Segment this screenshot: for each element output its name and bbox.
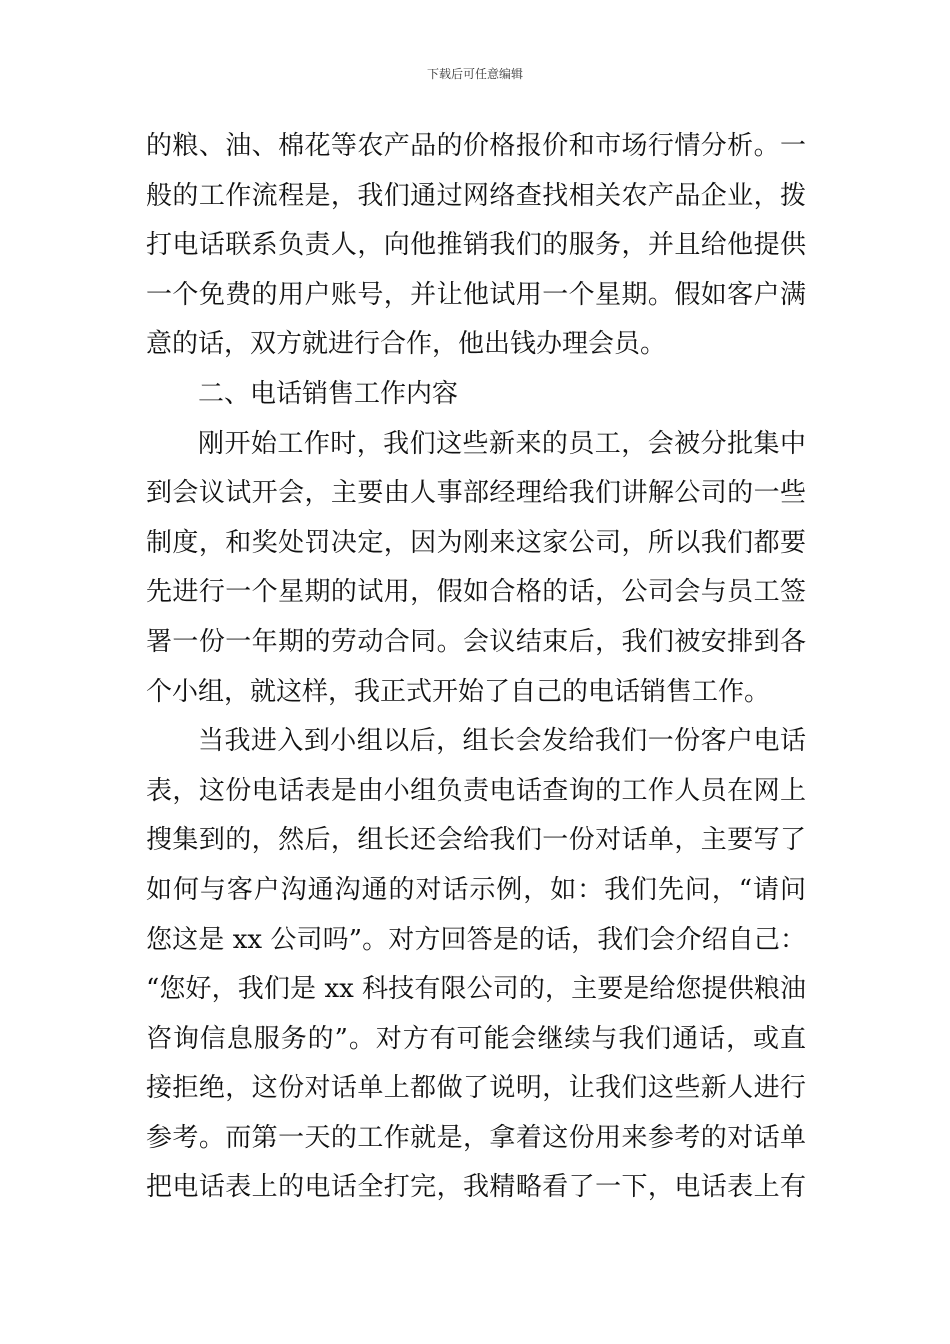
text-line: 打电话联系负责人，向他推销我们的服务，并且给他提供	[146, 230, 806, 261]
document-body	[146, 122, 806, 1213]
text-line: 先进行一个星期的试用，假如合格的话，公司会与员工签	[146, 577, 806, 608]
text-line: 参考。而第一天的工作就是，拿着这份用来参考的对话单	[146, 1122, 806, 1153]
text-line: 表，这份电话表是由小组负责电话查询的工作人员在网上	[146, 775, 806, 806]
text-line: 一个免费的用户账号，并让他试用一个星期。假如客户满	[146, 279, 806, 310]
section-heading: 二、电话销售工作内容	[198, 378, 459, 409]
text-line: 搜集到的，然后，组长还会给我们一份对话单，主要写了	[146, 825, 806, 856]
text-line: 到会议试开会，主要由人事部经理给我们讲解公司的一些	[146, 478, 806, 509]
text-line: 您这是 xx 公司吗”。对方回答是的话，我们会介绍自己：	[146, 924, 806, 955]
text-line: 刚开始工作时，我们这些新来的员工，会被分批集中	[198, 428, 806, 459]
text-line: 意的话，双方就进行合作，他出钱办理会员。	[146, 329, 667, 360]
text-line: 般的工作流程是，我们通过网络查找相关农产品企业，拨	[146, 180, 806, 211]
page-header: 下载后可任意编辑	[426, 67, 523, 81]
text-line: 咨询信息服务的”。对方有可能会继续与我们通话，或直	[146, 1023, 806, 1054]
text-line: 当我进入到小组以后，组长会发给我们一份客户电话	[198, 726, 806, 757]
text-line: 的粮、油、棉花等农产品的价格报价和市场行情分析。一	[146, 131, 806, 161]
text-line: “您好，我们是 xx 科技有限公司的，主要是给您提供粮油	[146, 974, 806, 1005]
text-line: 署一份一年期的劳动合同。会议结束后，我们被安排到各	[146, 626, 806, 657]
text-line: 个小组，就这样，我正式开始了自己的电话销售工作。	[146, 676, 771, 707]
text-line: 把电话表上的电话全打完，我精略看了一下，电话表上有	[146, 1172, 806, 1203]
text-line: 接拒绝，这份对话单上都做了说明，让我们这些新人进行	[146, 1073, 806, 1104]
text-line: 制度，和奖处罚决定，因为刚来这家公司，所以我们都要	[146, 527, 806, 558]
text-line: 如何与客户沟通沟通的对话示例，如：我们先问，“请问	[146, 874, 806, 905]
